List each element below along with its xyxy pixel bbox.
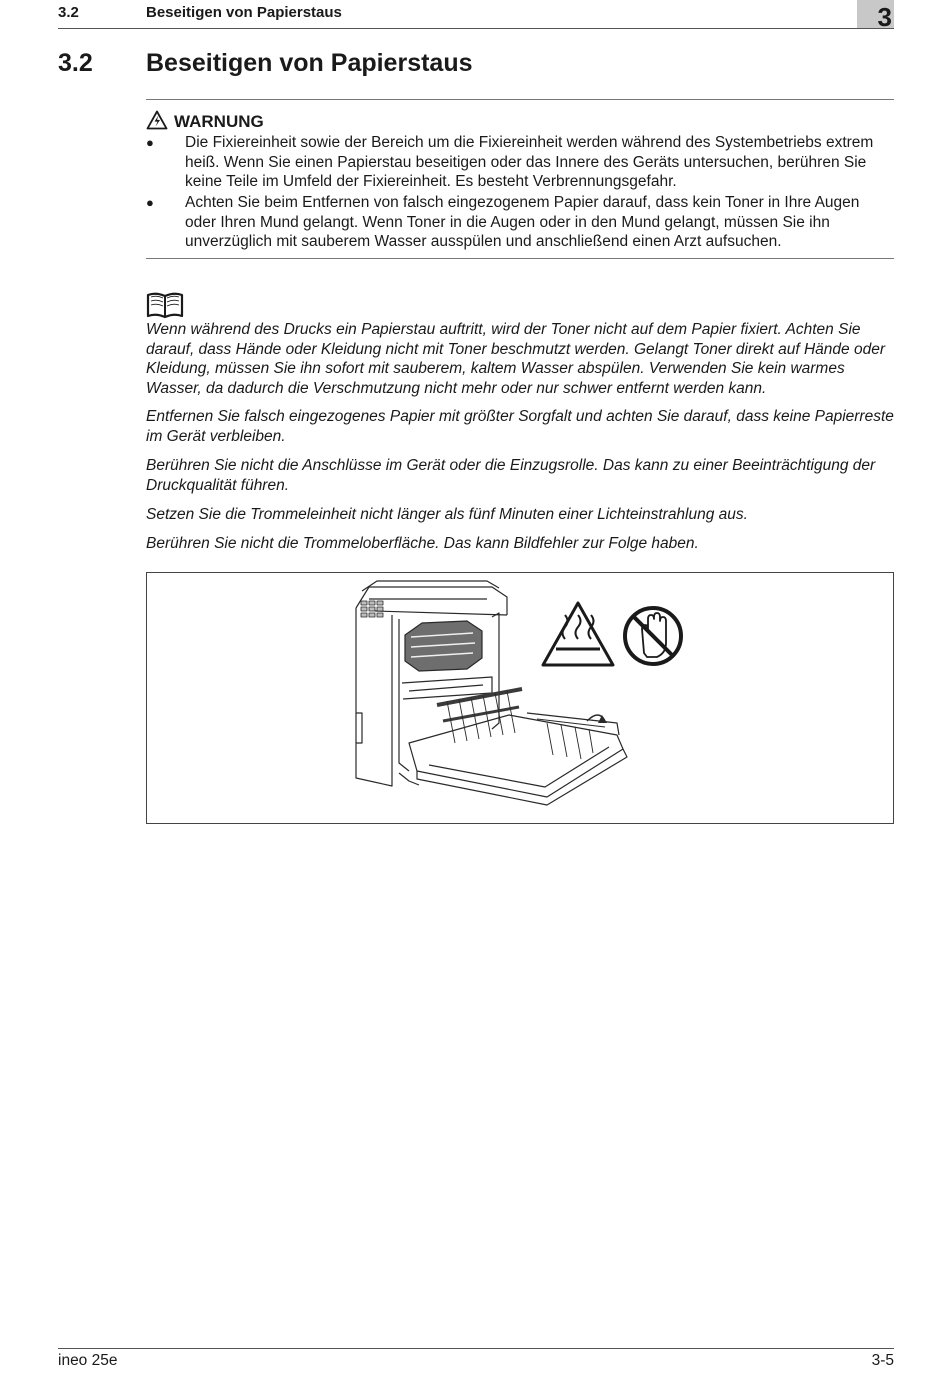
chapter-tab: 3 bbox=[857, 0, 894, 29]
note-text: Berühren Sie nicht die Trommeloberfläche. Das kann Bildfehler zur Folge haben. bbox=[146, 535, 699, 552]
warning-heading bbox=[146, 111, 264, 133]
note-paragraph bbox=[146, 456, 894, 495]
running-header-number: 3.2 bbox=[58, 4, 79, 21]
footer-page-number: 3-5 bbox=[871, 1352, 894, 1369]
bullet-dot: ● bbox=[146, 135, 154, 150]
warning-bottom-divider bbox=[146, 258, 894, 259]
note-text: Berühren Sie nicht die Anschlüsse im Gerät oder die Einzugsrolle. Das kann zu einer Beeinträchtigung der Druckqualität führen. bbox=[146, 457, 876, 494]
note-text: Entfernen Sie falsch eingezogenes Papier mit größter Sorgfalt und achten Sie darauf, dass keine Papierreste im Gerät verbleiben. bbox=[146, 408, 894, 445]
section-title: Beseitigen von Papierstaus bbox=[146, 49, 473, 77]
do-not-touch-icon bbox=[625, 608, 681, 664]
header-divider bbox=[58, 28, 894, 29]
note-paragraph bbox=[146, 407, 894, 446]
printer-illustration bbox=[147, 573, 893, 823]
footer-model: ineo 25e bbox=[58, 1352, 118, 1369]
note-paragraph bbox=[146, 534, 894, 554]
warning-item-text: Die Fixiereinheit sowie der Bereich um die Fixiereinheit werden während des Systembetriebs extrem heiß. Wenn Sie einen Papierstau beseitigen oder das Innere des Geräts untersuchen, berühren Sie keine Teile im Umfeld der Fixiereinheit. Es besteht Verbrennungsgefahr. bbox=[185, 134, 874, 191]
bullet-dot: ● bbox=[146, 195, 154, 210]
section-number: 3.2 bbox=[58, 49, 93, 77]
warning-item bbox=[146, 193, 894, 252]
note-text: Wenn während des Drucks ein Papierstau auftritt, wird der Toner nicht auf dem Papier fixiert. Achten Sie darauf, dass Hände oder Kleidung nicht mit Toner beschmutzt werden. Gelangt Toner direkt auf Hände oder Kleidung, müssen Sie ihn sofort mit sauberem, kaltem Wasser abspülen. Verwenden Sie kein warmes Wasser, da dadurch die Verschmutzung nicht mehr oder nur schwer entfernt werden kann. bbox=[146, 321, 885, 397]
figure-box bbox=[146, 572, 894, 824]
running-header-title: Beseitigen von Papierstaus bbox=[146, 4, 342, 21]
hot-surface-warning-icon bbox=[543, 603, 613, 665]
warning-triangle-icon bbox=[146, 110, 168, 135]
footer-divider bbox=[58, 1348, 894, 1349]
warning-label: WARNUNG bbox=[174, 112, 264, 131]
note-paragraph bbox=[146, 320, 894, 398]
warning-item-text: Achten Sie beim Entfernen von falsch eingezogenem Papier darauf, dass kein Toner in Ihre Augen oder Ihren Mund gelangt. Wenn Toner in die Augen oder in den Mund gelangt, müssen Sie ihn unverzüglich mit sauberem Wasser ausspülen und anschließend einen Arzt aufsuchen. bbox=[185, 194, 860, 251]
note-text: Setzen Sie die Trommeleinheit nicht länger als fünf Minuten einer Lichteinstrahlung aus. bbox=[146, 506, 748, 523]
warning-top-divider bbox=[146, 99, 894, 100]
note-paragraph bbox=[146, 505, 894, 525]
warning-item bbox=[146, 133, 894, 192]
